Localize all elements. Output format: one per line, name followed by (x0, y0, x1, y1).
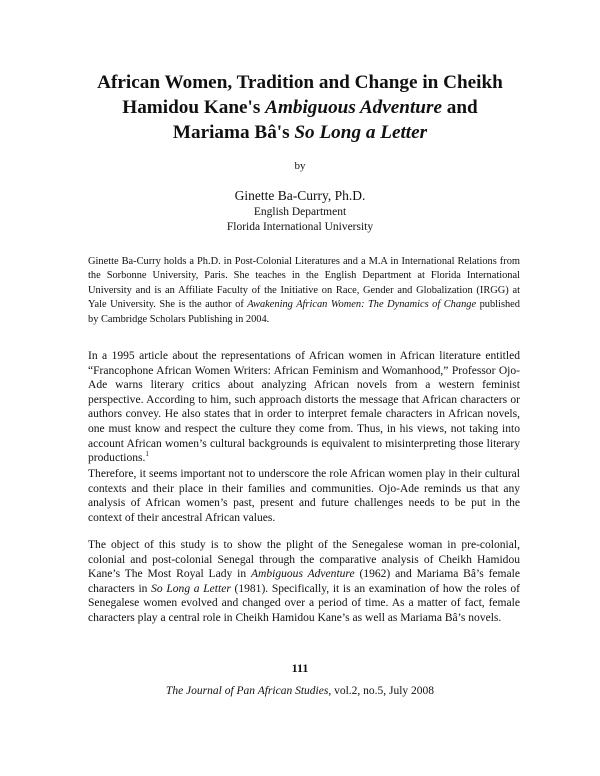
author-name: Ginette Ba-Curry, Ph.D. (234, 188, 366, 203)
paragraph-3-text-c: (1981). Specifically, it is an examination of how the roles of Senegalese women evolved and changed over a period of time. As a matter of fact, female characters play a central role in Cheikh Hamidou Kane’s as well as Mariama Bâ’s novels. (88, 582, 521, 624)
body-paragraph-1 (88, 349, 520, 466)
paragraph-3-italic-ambiguous-adventure: Ambiguous Adventure (250, 568, 355, 581)
title-line-2-prefix: Hamidou Kane's (122, 97, 266, 118)
footnote-marker: 1 (145, 450, 149, 459)
bio-text-a: Ginette Ba-Curry holds a Ph.D. in Post-Colonial Literatures and a M.A in International Relations from the Sorbonne University, Paris. She teaches in the English Department at Florida International University and is an Affiliate Faculty of the Initiative on Race, Gender and Globalization (IRGG) at Yale University. She is the author of (88, 256, 520, 311)
title-novel-ambiguous-adventure: Ambiguous Adventure (265, 97, 442, 118)
paragraph-1-text: In a 1995 article about the representations of African women in African literature entitled “Francophone African Women Writers: African Feminism and Womanhood,” Professor Ojo-Ade warns literary critics about analyzing African novels from a western feminist perspective. According to him, such approach distorts the message that African characters or authors convey. He also states that in order to interpret female characters in African novels, one must know and respect the culture they come from. Thus, in his views, not taking into account African women’s cultural backgrounds is equivalent to misinterpreting those literary productions. (88, 350, 520, 465)
journal-footer (0, 685, 600, 697)
journal-name: The Journal of Pan African Studies (165, 685, 329, 697)
author-university: Florida International University (226, 221, 374, 233)
bio-book-title: Awakening African Women: The Dynamics of Change (247, 299, 477, 311)
title-line-2-suffix: and (441, 97, 478, 118)
body-paragraph-3 (88, 538, 520, 626)
title-novel-so-long-a-letter: So Long a Letter (294, 122, 428, 143)
article-title (60, 70, 540, 145)
journal-issue: , vol.2, no.5, July 2008 (328, 685, 435, 697)
body-paragraph-2: Therefore, it seems important not to underscore the role African women play in their cultural contexts and their place in their families and communities. Ojo-Ade reminds us that any analysis of African women’s past, present and future challenges needs to be put in the context of their ancestral African values. (88, 468, 520, 524)
author-department: English Department (253, 206, 347, 218)
page-number: 111 (291, 661, 309, 675)
title-line-3-prefix: Mariama Bâ's (172, 122, 295, 143)
bio-text-b: published by Cambridge Scholars Publishing in 2004. (88, 299, 520, 325)
paragraph-3-text-b: (1962) and Mariama Bâ’s female characters in (88, 568, 520, 595)
title-line-1: African Women, Tradition and Change in Cheikh (97, 72, 503, 93)
author-bio (88, 255, 520, 327)
byline-by: by (294, 160, 306, 172)
title-line-2 (60, 95, 540, 120)
paragraph-3-text-a: The object of this study is to show the plight of the Senegalese woman in pre-colonial, colonial and post-colonial Senegal through the comparative analysis of Cheikh Hamidou Kane’s The Most Royal Lady in (88, 539, 520, 581)
title-line-3 (60, 120, 540, 145)
paragraph-3-italic-so-long-a-letter: So Long a Letter (151, 582, 231, 595)
